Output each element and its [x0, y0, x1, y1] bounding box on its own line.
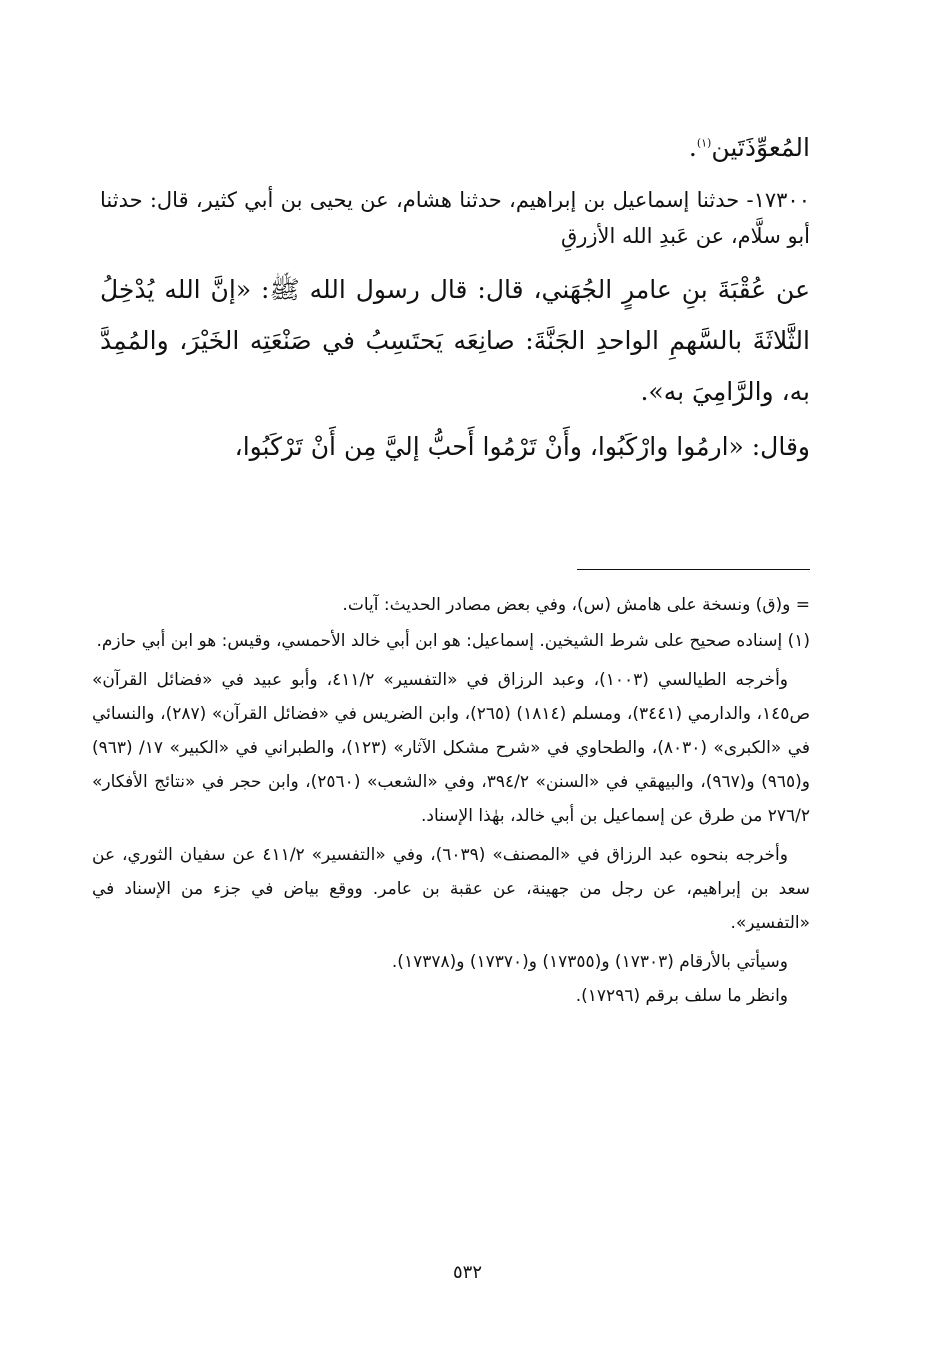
footnote-separator	[577, 569, 810, 570]
hadith-chain: ١٧٣٠٠- حدثنا إسماعيل بن إبراهيم، حدثنا هشام، عن يحيى بن أبي كثير، قال: حدثنا أبو سلَّام، عن عَبدِ الله الأزرقِ	[100, 188, 810, 248]
footnote-mark[interactable]: (١)	[696, 136, 712, 150]
footnote-1-paragraph-3: وأخرجه بنحوه عبد الرزاق في «المصنف» (٦٠٣٩)، وفي «التفسير» ٤١١/٢ عن سفيان الثوري، عن سعد بن إبراهيم، عن رجل من جهينة، عن عقبة بن عامر. ووقع بياض في جزء من الإسناد في «التفسير».	[92, 845, 810, 933]
opening-word: المُعوِّذَتَين	[711, 133, 810, 162]
footnote-1-paragraph-5: وانظر ما سلف برقم (١٧٢٩٦).	[575, 986, 788, 1006]
footnote-1-paragraph-2: وأخرجه الطيالسي (١٠٠٣)، وعبد الرزاق في «التفسير» ٤١١/٢، وأبو عبيد في «فضائل القرآن» ص١٤٥، والدارمي (٣٤٤١)، ومسلم (١٨١٤) (٢٦٥)، وابن الضريس في «فضائل القرآن» (٢٨٧)، والنسائي في «الكبرى» (٨٠٣٠)، والطحاوي في «شرح مشكل الآثار» (١٢٣)، والطبراني في «الكبير» ١٧/ (٩٦٣) و(٩٦٥) و(٩٦٧)، والبيهقي في «السنن» ٣٩٤/٢، وفي «الشعب» (٢٥٦٠)، وابن حجر في «نتائج الأفكار» ٢٧٦/٢ من طرق عن إسماعيل بن أبي خالد، بهٰذا الإسناد.	[92, 670, 810, 826]
footnotes	[92, 588, 810, 1018]
footnote-1-paragraph-4: وسيأتي بالأرقام (١٧٣٠٣) و(١٧٣٥٥) و(١٧٣٧٠) و(١٧٣٧٨).	[391, 952, 788, 972]
main-text	[100, 120, 810, 472]
hadith-text: عن عُقْبَةَ بنِ عامرٍ الجُهَني، قال: قال رسول الله ﷺ: «إنَّ الله يُدْخِلُ الثَّلاثَةَ بالسَّهمِ الواحدِ الجَنَّةَ: صانِعَه يَحتَسِبُ في صَنْعَتِه الخَيْرَ، والمُمِدَّ به، والرَّامِيَ به».	[100, 275, 810, 406]
page-number: ٥٣٢	[452, 1262, 482, 1283]
hadith-text-continued: وقال: «ارمُوا وارْكَبُوا، وأَنْ تَرْمُوا أَحبُّ إليَّ مِن أَنْ تَرْكَبُوا،	[234, 432, 810, 461]
opening-line	[100, 120, 810, 176]
opening-end: .	[688, 133, 697, 162]
footnote-1-paragraph-1: (١) إسناده صحيح على شرط الشيخين. إسماعيل: هو ابن أبي خالد الأحمسي، وقيس: هو ابن أبي حازم.	[96, 631, 810, 651]
footnote-continuation: = و(ق) ونسخة على هامش (س)، وفي بعض مصادر الحديث: آيات.	[342, 595, 810, 615]
